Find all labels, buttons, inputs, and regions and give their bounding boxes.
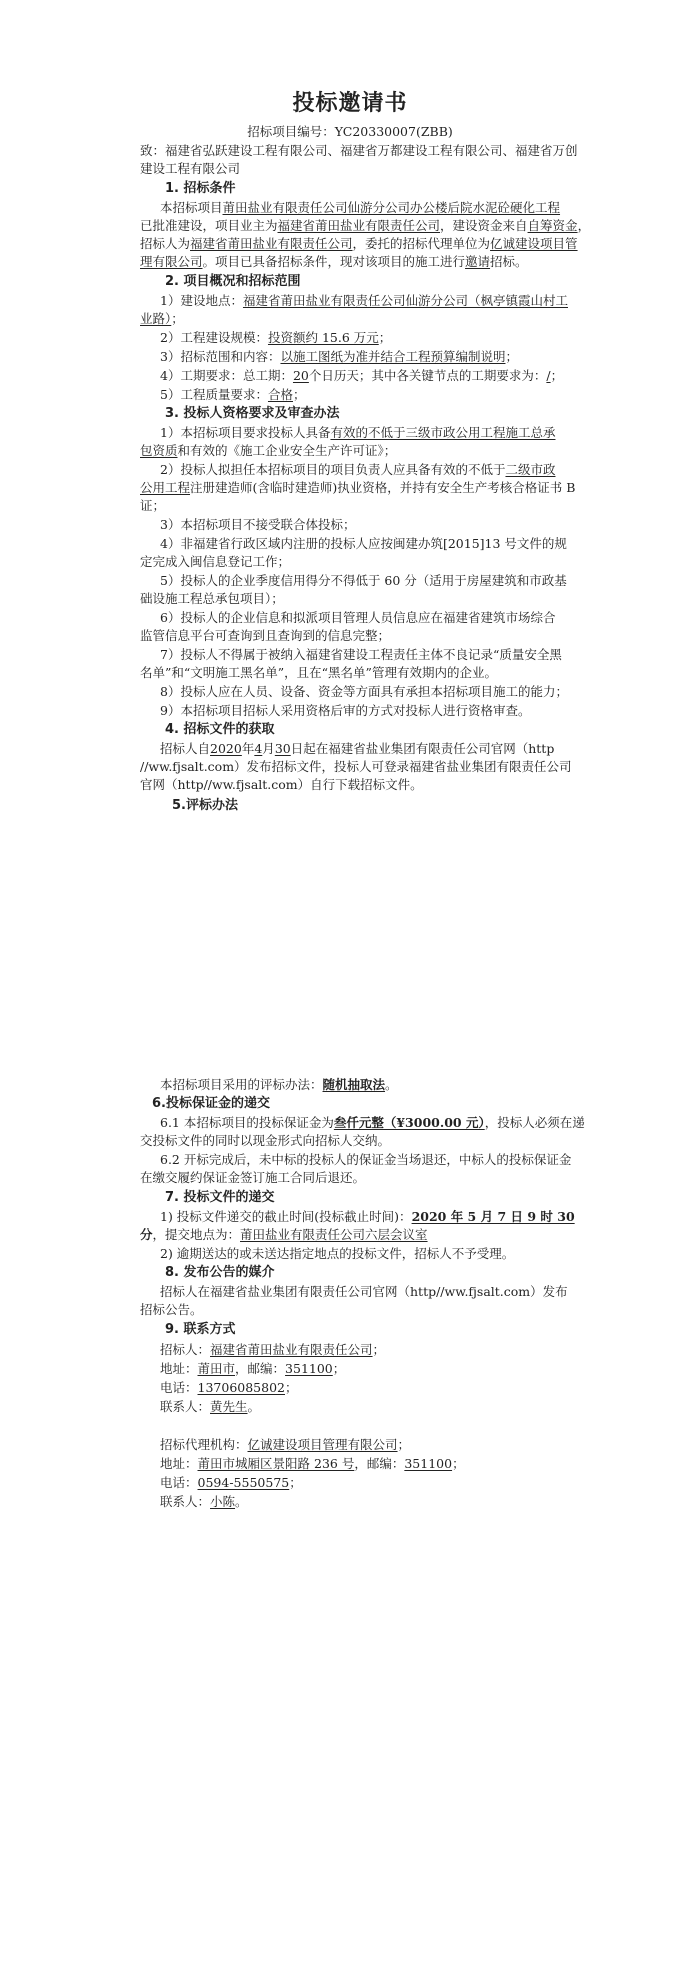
s8-line-2: 招标公告。 — [140, 1302, 203, 1317]
s7-line-2: 分，提交地点为：莆田盐业有限责任公司六层会议室 — [140, 1227, 428, 1242]
s3-line-14: 名单”和“文明施工黑名单”，且在“黑名单”管理有效期内的企业。 — [140, 665, 497, 680]
s1-line-4: 理有限公司。项目已具备招标条件，现对该项目的施工进行邀请招标。 — [140, 254, 528, 269]
s2-line-1: 1）建设地点：福建省莆田盐业有限责任公司仙游分公司（枫亭镇霞山村工 — [160, 293, 568, 308]
s3-line-12: 监管信息平台可查询到且查询到的信息完整； — [140, 628, 391, 643]
s3-line-11: 6）投标人的企业信息和拟派项目管理人员信息应在福建省建筑市场综合 — [160, 610, 556, 625]
s2-line-2: 业路）； — [140, 311, 184, 326]
s5-line-1: 本招标项目采用的评标办法：随机抽取法。 — [160, 1077, 398, 1092]
recipients-line-2: 建设工程有限公司 — [140, 161, 241, 176]
s6-line-4: 在缴交履约保证金签订施工合同后退还。 — [140, 1170, 366, 1185]
section-2-heading: 2. 项目概况和招标范围 — [165, 274, 301, 289]
s3-line-2: 包资质和有效的《施工企业安全生产许可证》； — [140, 443, 397, 458]
s6-line-2: 交投标文件的同时以现金形式向招标人交纳。 — [140, 1133, 391, 1148]
s3-line-3: 2）投标人拟担任本招标项目的项目负责人应具备有效的不低于二级市政 — [160, 462, 556, 477]
section-7-heading: 7. 投标文件的递交 — [165, 1190, 275, 1205]
s1-line-3: 招标人为福建省莆田盐业有限责任公司，委托的招标代理单位为亿诚建设项目管 — [140, 236, 578, 251]
section-4-heading: 4. 招标文件的获取 — [165, 722, 275, 737]
s7-line-1: 1) 投标文件递交的截止时间(投标截止时间)：2020 年 5 月 7 日 9 时 30 — [160, 1209, 575, 1224]
section-6-heading: 6.投标保证金的递交 — [152, 1096, 270, 1111]
section-8-heading: 8. 发布公告的媒介 — [165, 1265, 275, 1280]
s3-line-4: 公用工程注册建造师(含临时建造师)执业资格，并持有安全生产考核合格证书 B — [140, 480, 576, 495]
s6-line-1: 6.1 本招标项目的投标保证金为叁仟元整（¥3000.00 元），投标人必须在递 — [160, 1115, 585, 1130]
section-9-heading: 9. 联系方式 — [165, 1322, 236, 1337]
s3-line-15: 8）投标人应在人员、设备、资金等方面具有承担本招标项目施工的能力； — [160, 684, 568, 699]
s6-line-3: 6.2 开标完成后，未中标的投标人的保证金当场退还，中标人的投标保证金 — [160, 1152, 572, 1167]
s2-line-6: 5）工程质量要求：合格； — [160, 387, 306, 402]
s3-line-13: 7）投标人不得属于被纳入福建省建设工程责任主体不良记录“质量安全黑 — [160, 647, 562, 662]
s4-line-2: //ww.fjsalt.com）发布招标文件，投标人可登录福建省盐业集团有限责任公司 — [140, 759, 572, 774]
project-number: 招标项目编号：YC20330007(ZBB) — [247, 124, 453, 139]
s7-line-3: 2) 逾期送达的或未送达指定地点的投标文件，招标人不予受理。 — [160, 1246, 515, 1261]
section-1-heading: 1. 招标条件 — [165, 181, 236, 196]
tenderer-address-line: 地址：莆田市，邮编：351100； — [160, 1361, 346, 1376]
agent-contact-line: 联系人：小陈。 — [160, 1494, 248, 1509]
s4-line-1: 招标人自2020年4月30日起在福建省盐业集团有限责任公司官网（http — [160, 741, 555, 756]
recipients-line-1: 致：福建省弘跃建设工程有限公司、福建省万都建设工程有限公司、福建省万创 — [140, 143, 578, 158]
s1-line-2: 已批准建设，项目业主为福建省莆田盐业有限责任公司，建设资金来自自筹资金， — [140, 218, 591, 233]
s2-line-5: 4）工期要求：总工期：20个日历天；其中各关键节点的工期要求为：/； — [160, 368, 564, 383]
agent-address-line: 地址：莆田市城厢区景阳路 236 号，邮编：351100； — [160, 1456, 465, 1471]
s3-line-1: 1）本招标项目要求投标人具备有效的不低于三级市政公用工程施工总承 — [160, 425, 556, 440]
s4-line-3: 官网（http//ww.fjsalt.com）自行下载招标文件。 — [140, 777, 423, 792]
s3-line-9: 5）投标人的企业季度信用得分不得低于 60 分（适用于房屋建筑和市政基 — [160, 573, 567, 588]
s8-line-1: 招标人在福建省盐业集团有限责任公司官网（http//ww.fjsalt.com）发布 — [160, 1284, 568, 1299]
s3-line-16: 9）本招标项目招标人采用资格后审的方式对投标人进行资格审查。 — [160, 703, 531, 718]
agent-phone-line: 电话：0594-5550575； — [160, 1475, 302, 1490]
s3-line-5: 证； — [140, 498, 166, 513]
page-title: 投标邀请书 — [292, 91, 408, 116]
s1-line-1: 本招标项目莆田盐业有限责任公司仙游分公司办公楼后院水泥砼硬化工程 — [160, 200, 561, 215]
s2-line-4: 3）招标范围和内容：以施工图纸为准并结合工程预算编制说明； — [160, 349, 518, 364]
s3-line-7: 4）非福建省行政区域内注册的投标人应按闽建办筑[2015]13 号文件的规 — [160, 536, 567, 551]
tenderer-contact-line: 联系人：黄先生。 — [160, 1399, 261, 1414]
section-5-heading: 5.评标办法 — [172, 798, 238, 813]
s3-line-10: 础设施工程总承包项目）； — [140, 591, 284, 606]
tenderer-phone-line: 电话：13706085802； — [160, 1380, 298, 1395]
agent-line: 招标代理机构：亿诚建设项目管理有限公司； — [160, 1437, 411, 1452]
section-3-heading: 3. 投标人资格要求及审查办法 — [165, 406, 340, 421]
s3-line-6: 3）本招标项目不接受联合体投标； — [160, 517, 356, 532]
s3-line-8: 定完成入闽信息登记工作； — [140, 554, 291, 569]
tenderer-line: 招标人：福建省莆田盐业有限责任公司； — [160, 1342, 386, 1357]
s2-line-3: 2）工程建设规模：投资额约 15.6 万元； — [160, 330, 392, 345]
